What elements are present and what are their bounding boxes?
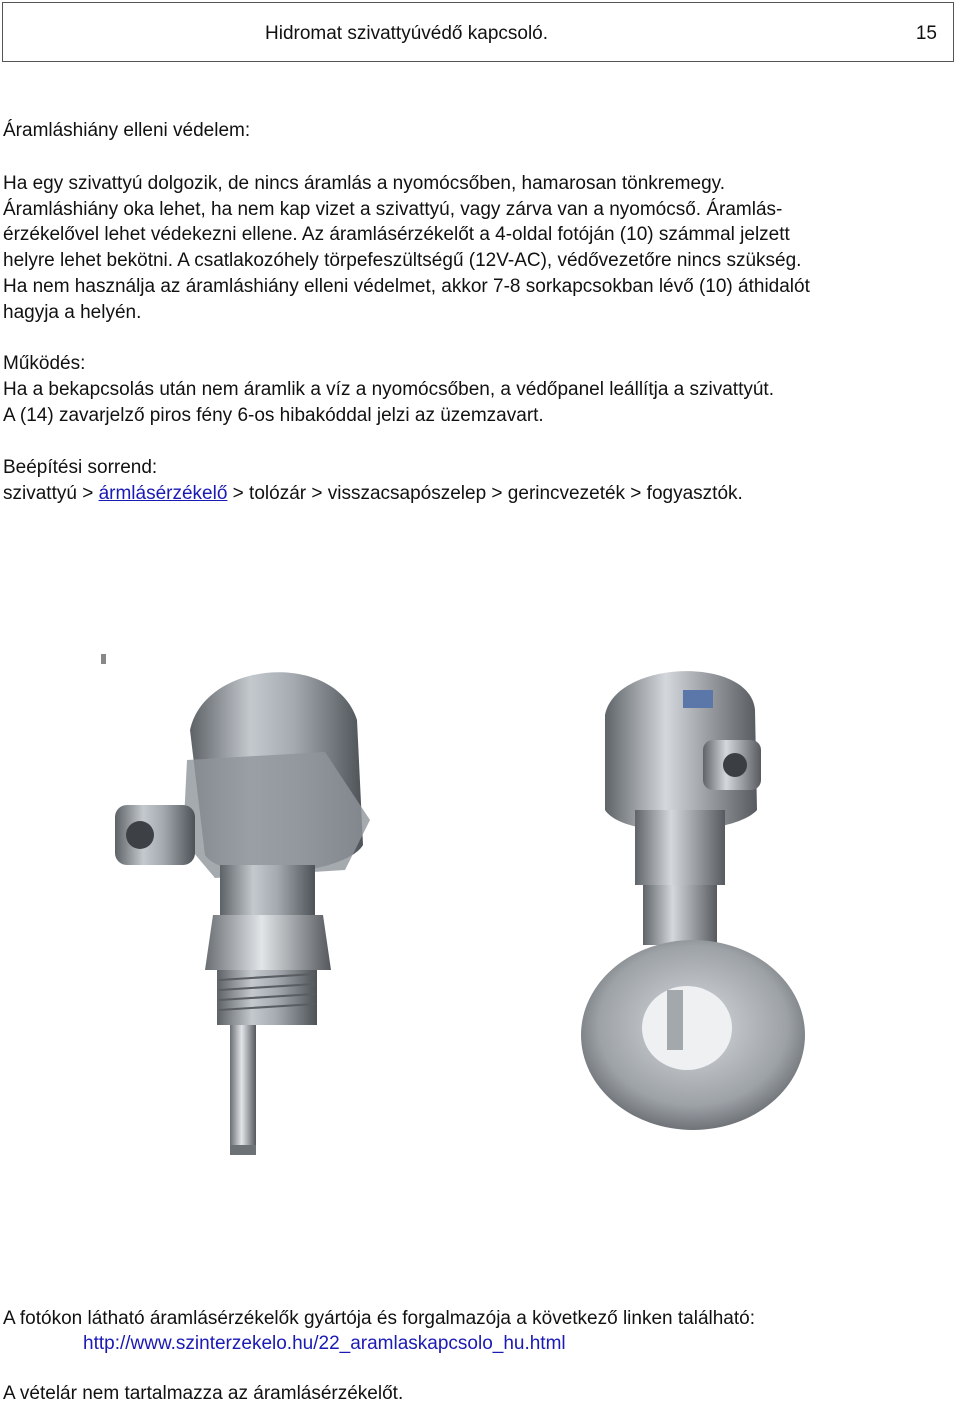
manufacturer-url[interactable] xyxy=(83,1330,960,1357)
flow-sensor-photo-probe xyxy=(95,640,425,1170)
paragraph-line: Áramláshiány oka lehet, ha nem kap vizet a szivattyú, vagy zárva van a nyomócső. Áramlás- xyxy=(3,199,783,220)
page-number: 15 xyxy=(915,23,937,44)
section-heading-flow: Áramláshiány elleni védelem: xyxy=(3,120,251,141)
flow-sensor-photo-ring xyxy=(575,660,825,1130)
manufacturer-url-text[interactable]: http://www.szinterzekelo.hu/22_aramlaskapcsolo_hu.html xyxy=(83,1333,566,1354)
paragraph-line: érzékelővel lehet védekezni ellene. Az áramlásérzékelőt a 4-oldal fotóján (10) számmal jelzett xyxy=(3,224,790,245)
install-suffix: > tolózár > visszacsapószelep > gerincvezeték > fogyasztók. xyxy=(227,483,743,504)
manufacturer-note: A fotókon látható áramlásérzékelők gyártója és forgalmazója a következő linken található: xyxy=(3,1308,755,1329)
paragraph-line: Ha nem használja az áramláshiány elleni védelmet, akkor 7-8 sorkapcsokban lévő (10) áthidalót xyxy=(3,276,810,297)
install-order xyxy=(3,480,955,507)
section-heading-install: Beépítési sorrend: xyxy=(3,457,158,478)
header-title: Hidromat szivattyúvédő kapcsoló. xyxy=(265,23,549,44)
install-prefix: szivattyú > xyxy=(3,483,99,504)
paragraph-line: hagyja a helyén. xyxy=(3,302,142,323)
page-header xyxy=(2,2,954,62)
paragraph-line: Ha a bekapcsolás után nem áramlik a víz a nyomócsőben, a védőpanel leállítja a szivattyút. xyxy=(3,379,774,400)
section-heading-operation: Működés: xyxy=(3,353,86,374)
paragraph-line: helyre lehet bekötni. A csatlakozóhely törpefeszültségű (12V-AC), védővezetőre nincs szükség. xyxy=(3,250,802,271)
paragraph-line: Ha egy szivattyú dolgozik, de nincs áramlás a nyomócsőben, hamarosan tönkremegy. xyxy=(3,173,726,194)
flow-sensor-link[interactable]: ármlásérzékelő xyxy=(98,483,228,504)
price-note: A vételár nem tartalmazza az áramlásérzékelőt. xyxy=(3,1383,404,1404)
paragraph-line: A (14) zavarjelző piros fény 6-os hibakóddal jelzi az üzemzavart. xyxy=(3,405,544,426)
